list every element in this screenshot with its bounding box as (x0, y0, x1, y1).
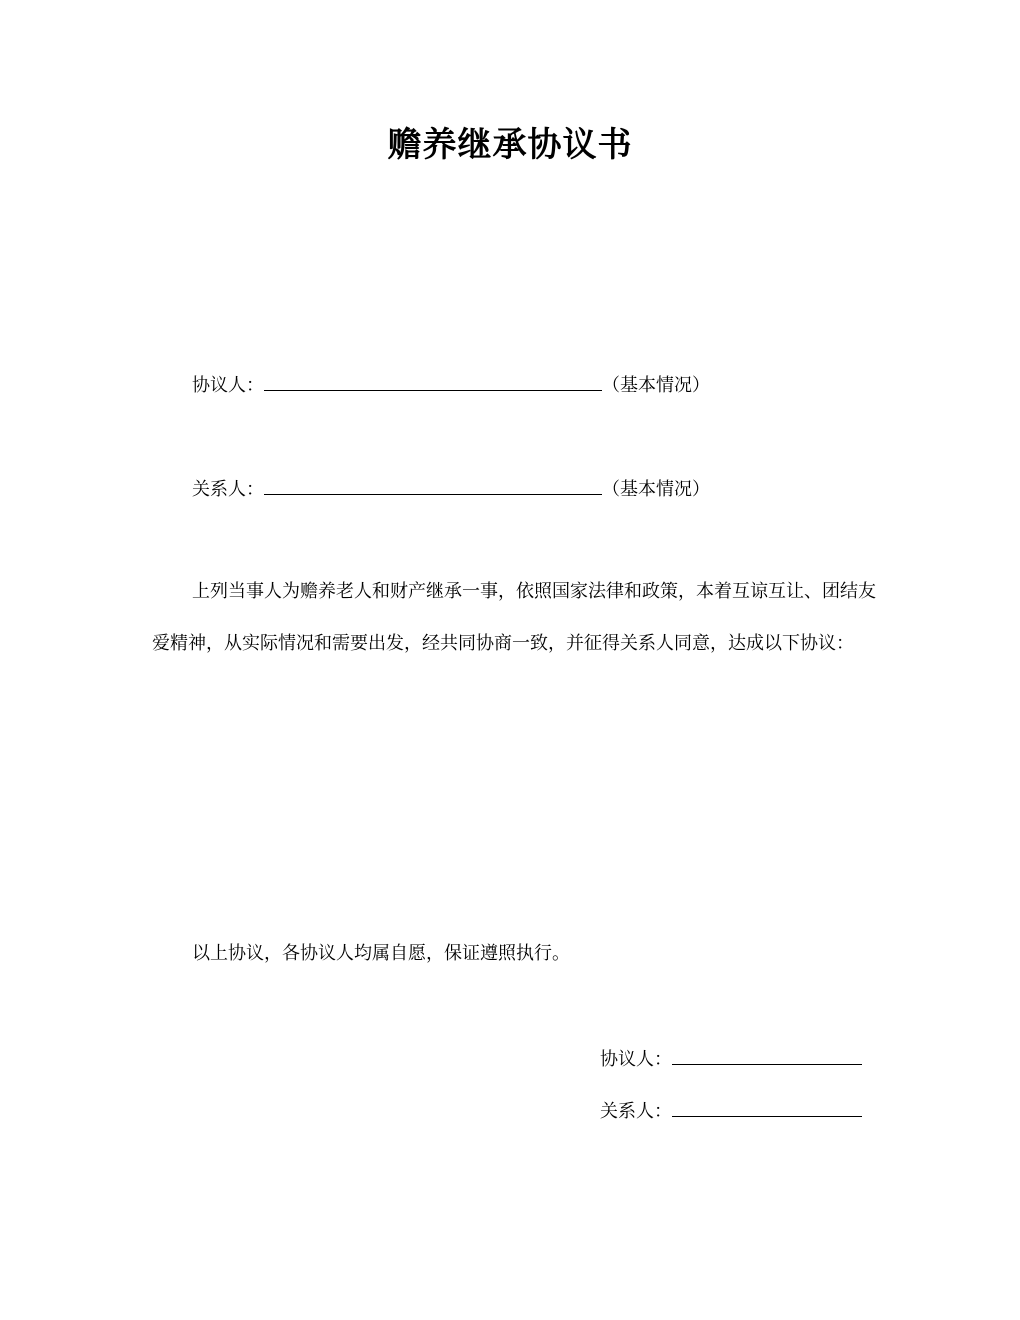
party-row-related-person (192, 475, 710, 503)
document-title: 赡养继承协议书 (387, 125, 633, 165)
party-fill-blank[interactable] (264, 475, 602, 495)
signature-blank[interactable] (672, 1045, 862, 1065)
signature-blank[interactable] (672, 1097, 862, 1117)
party-suffix: （基本情况） (602, 375, 710, 396)
party-label: 协议人： (192, 375, 264, 396)
signature-label: 协议人： (600, 1049, 672, 1070)
party-fill-blank[interactable] (264, 371, 602, 391)
intro-paragraph: 上列当事人为赡养老人和财产继承一事，依照国家法律和政策，本着互谅互让、团结友爱精神，从实际情况和需要出发，经共同协商一致，并征得关系人同意，达成以下协议： (152, 581, 876, 654)
closing-statement-block (152, 928, 876, 980)
party-label: 关系人： (192, 479, 264, 500)
closing-statement: 以上协议，各协议人均属自愿，保证遵照执行。 (192, 943, 570, 964)
party-row-agreement-person (192, 371, 710, 399)
signature-label: 关系人： (600, 1101, 672, 1122)
signature-row-agreement-person (600, 1045, 862, 1073)
party-suffix: （基本情况） (602, 479, 710, 500)
intro-paragraph-block (152, 566, 876, 670)
signature-row-related-person (600, 1097, 862, 1125)
